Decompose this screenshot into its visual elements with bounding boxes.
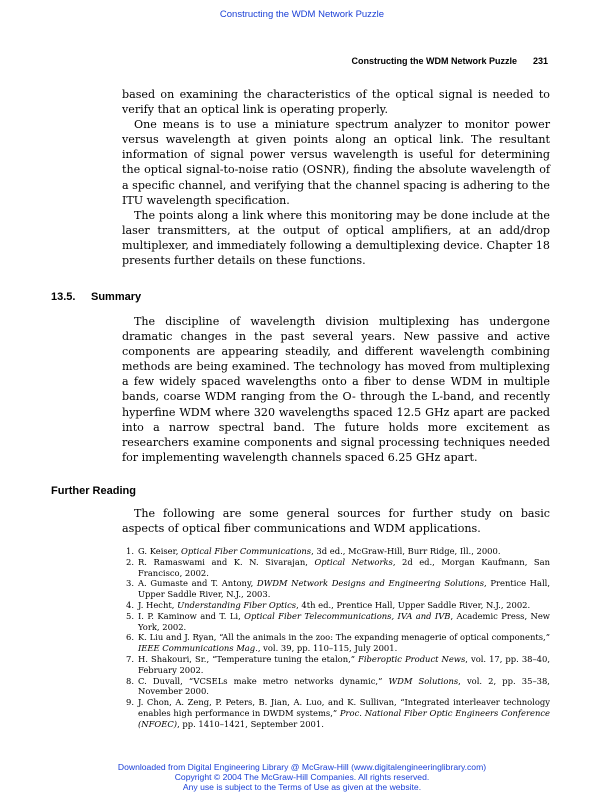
intro-text — [122, 87, 550, 268]
reference-text: , vol. 39, pp. 110–115, July 2001. — [257, 643, 398, 654]
reference-text: J. Chon, A. Zeng, P. Peters, B. Jian, A. Luo, and K. Sullivan, “Integrated interleaver technology enables high performance in DWDM systems,” — [138, 697, 550, 718]
top-banner-link[interactable]: Constructing the WDM Network Puzzle — [219, 9, 385, 20]
running-head — [0, 56, 548, 66]
reference-number: 6. — [126, 632, 134, 643]
reference-item — [126, 632, 550, 654]
reference-number: 7. — [126, 653, 134, 664]
footer-download-link[interactable]: Downloaded from Digital Engineering Library @ McGraw-Hill (www.digitalengineeringlibrary.com) — [117, 762, 487, 772]
reference-title: Proc. National Fiber Optic Engineers Conference (NFOEC) — [138, 707, 550, 729]
reference-text: H. Shakouri, Sr., “Temperature tuning the etalon,” — [138, 653, 359, 664]
reference-title: DWDM Network Designs and Engineering Solutions — [256, 578, 485, 589]
reference-title: Fiberoptic Product News — [358, 653, 466, 664]
reference-title: Understanding Fiber Optics — [177, 599, 297, 610]
intro-paragraph: based on examining the characteristics of the optical signal is needed to verify that an optical link is operating properly. — [122, 88, 550, 117]
reference-text: , 4th ed., Prentice Hall, Upper Saddle River, N.J., 2002. — [296, 599, 531, 610]
summary-text — [122, 314, 550, 465]
reference-number: 3. — [126, 578, 134, 589]
running-head-title: Constructing the WDM Network Puzzle — [351, 56, 517, 66]
reference-text: , 3d ed., McGraw-Hill, Burr Ridge, Ill., 2000. — [311, 546, 501, 556]
reference-title: WDM Solutions — [388, 675, 459, 686]
reference-text: , vol. 17, pp. 38–40, February 2002. — [138, 653, 551, 675]
footer-copyright-link[interactable]: Copyright © 2004 The McGraw-Hill Companies. All rights reserved. — [174, 772, 430, 782]
reference-title: Optical Networks — [314, 556, 393, 567]
reference-text: R. Ramaswami and K. N. Sivarajan, — [138, 556, 315, 567]
section-title: Summary — [91, 291, 142, 303]
reference-title: Optical Fiber Communications — [181, 546, 312, 556]
reference-number: 9. — [126, 697, 134, 708]
reference-list — [126, 546, 550, 730]
reference-text: , 2d ed., Morgan Kaufmann, San Francisco, 2002. — [138, 556, 550, 578]
further-reading-intro: The following are some general sources for further study on basic aspects of optical fiber communications and WDM applications. — [122, 507, 550, 536]
section-title: Further Reading — [51, 485, 136, 497]
intro-paragraph: One means is to use a miniature spectrum analyzer to monitor power versus wavelength at given points along an optical link. The resultant information of signal power versus wavelength is useful for determining the optical signal-to-noise ratio (OSNR), finding the absolute wavelength of a specific channel, and verifying that the channel spacing is adhering to the ITU wavelength specification. — [122, 118, 550, 207]
reference-text: G. Keiser, — [138, 546, 182, 556]
reference-item — [126, 557, 550, 579]
reference-number: 1. — [126, 546, 134, 556]
reference-text: , Academic Press, New York, 2002. — [138, 610, 550, 632]
reference-item — [126, 600, 550, 611]
reference-text: , vol. 2, pp. 35–38, November 2000. — [138, 675, 550, 697]
reference-text: , Prentice Hall, Upper Saddle River, N.J., 2003. — [138, 578, 551, 600]
reference-text: K. Liu and J. Ryan, “All the animals in the zoo: The expanding menagerie of optical components,” — [138, 632, 550, 643]
intro-paragraph: The points along a link where this monitoring may be done include at the laser transmitters, at the output of optical amplifiers, at an add/drop multiplexer, and immediately following a demultiplexing device. Chapter 18 presents further details on these functions. — [122, 208, 550, 268]
reference-item — [126, 654, 550, 676]
page-number: 231 — [532, 56, 548, 66]
reference-title: Optical Fiber Telecommunications, IVA and IVB — [244, 610, 451, 621]
reference-item — [126, 611, 550, 633]
reference-title: IEEE Communications Mag. — [138, 643, 258, 654]
reference-number: 8. — [126, 675, 134, 686]
reference-number: 4. — [126, 599, 134, 610]
footer-terms-link[interactable]: Any use is subject to the Terms of Use as given at the website. — [182, 782, 422, 792]
section-heading-summary — [51, 291, 141, 303]
reference-item — [126, 546, 550, 557]
section-heading-further-reading — [51, 485, 136, 497]
further-reading-text — [122, 506, 550, 536]
reference-text: C. Duvall, “VCSELs make metro networks dynamic,” — [138, 675, 389, 686]
footer — [0, 762, 604, 792]
reference-text: , pp. 1410–1421, September 2001. — [177, 718, 324, 729]
reference-text: J. Hecht, — [138, 599, 178, 610]
reference-item — [126, 697, 550, 729]
reference-text: I. P. Kaminow and T. Li, — [138, 610, 245, 621]
reference-item — [126, 578, 550, 600]
reference-number: 5. — [126, 610, 134, 621]
summary-paragraph: The discipline of wavelength division multiplexing has undergone dramatic changes in the past several years. New passive and active components are appearing steadily, and different wavelength combining methods are being examined. The technology has moved from multiplexing a few widely spaced wavelengths onto a fiber to dense WDM in multiple bands, coarse WDM ranging from the O- through the L-band, and recently hyperfine WDM where 320 wavelengths spaced 12.5 GHz apart are packed into a narrow spectral band. The future holds more excitement as researchers examine components and signal processing techniques needed for implementing wavelength channels spaced 6.25 GHz apart. — [122, 315, 550, 464]
reference-number: 2. — [126, 556, 134, 567]
section-number: 13.5. — [51, 291, 76, 303]
reference-text: A. Gumaste and T. Antony, — [138, 578, 257, 589]
reference-item — [126, 676, 550, 698]
